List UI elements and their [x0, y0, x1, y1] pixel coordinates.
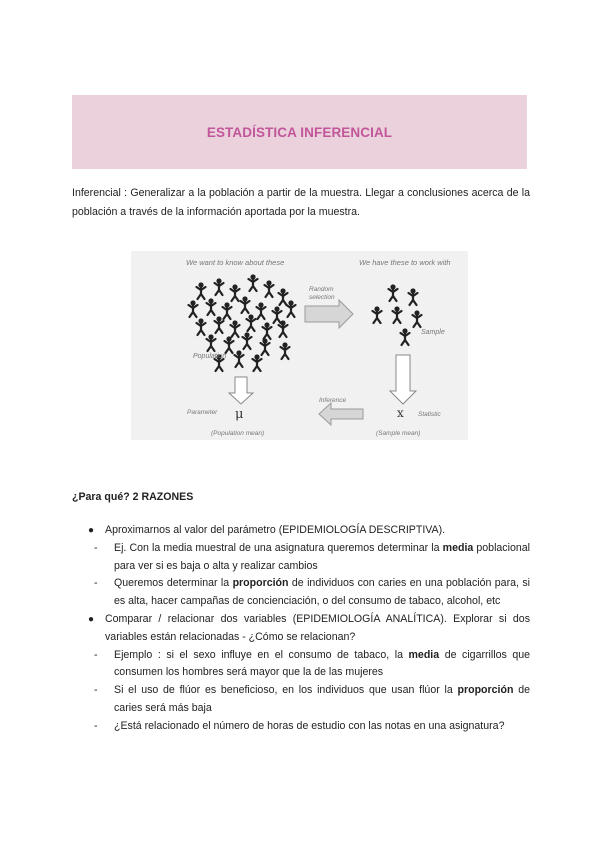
down-arrow-icon — [390, 355, 416, 404]
reasons-list — [72, 522, 530, 736]
sample-label: Sample — [421, 329, 445, 336]
reason-1-text: Aproximarnos al valor del parámetro (EPIDEMIOLOGÍA DESCRIPTIVA). — [105, 524, 446, 536]
list-item: - Ej. Con la media muestral de una asignatura queremos determinar la media poblacional para ver si es baja o alta y realizar cambios — [94, 541, 530, 572]
dash-icon: - — [94, 719, 98, 732]
bullet-icon: ● — [88, 525, 95, 536]
inference-label: Inference — [319, 397, 347, 404]
list-item: - ¿Está relacionado el número de horas de estudio con las notas en una asignatura? — [72, 718, 530, 736]
mu-symbol: μ — [235, 407, 244, 422]
list-item — [72, 522, 530, 611]
sample-mean-label: (Sample mean) — [376, 430, 421, 437]
selection-label: selection — [309, 294, 335, 301]
page-title: ESTADÍSTICA INFERENCIAL — [206, 124, 393, 140]
reason-2-text: Comparar / relacionar dos variables (EPIDEMIOLOGÍA ANALÍTICA). Explorar si dos variables están relacionadas - ¿Cómo se relacionan? — [105, 612, 530, 643]
inference-diagram — [131, 251, 468, 440]
random-label: Random — [309, 286, 334, 293]
dash-icon: - — [94, 577, 98, 590]
inference-arrow-icon — [319, 403, 363, 425]
statistic-label: Statistic — [418, 411, 441, 418]
dash-icon: - — [94, 541, 98, 554]
list-item: - Ejemplo : si el sexo influye en el consumo de tabaco, la media de cigarrillos que consumen los hombres será mayor que la de las mujeres — [94, 648, 530, 679]
title-banner — [72, 95, 527, 169]
parameter-label: Parameter — [187, 409, 218, 416]
have-to-work-label: We have these to work with — [359, 258, 451, 267]
list-item: - Si el uso de flúor es beneficioso, en los individuos que usan flúor la proporción de caries será más baja — [94, 684, 530, 714]
bullet-icon: ● — [88, 613, 95, 625]
population-mean-label: (Population mean) — [211, 430, 265, 437]
down-arrow-icon — [229, 377, 253, 404]
random-selection-arrow-icon — [305, 300, 353, 328]
want-to-know-label: We want to know about these — [186, 258, 285, 267]
list-item — [72, 611, 530, 736]
population-label: Population — [193, 353, 227, 360]
sample-group-icon — [373, 284, 422, 345]
sub-list — [72, 540, 530, 611]
section-heading: ¿Para qué? 2 RAZONES — [72, 491, 194, 503]
dash-icon: - — [94, 684, 98, 697]
dash-icon: - — [94, 648, 98, 661]
sub-list — [72, 647, 530, 736]
x-bar-symbol: x — [397, 406, 404, 420]
list-item: - Queremos determinar la proporción de individuos con caries en una población para, si es alta, hacer campañas de concienciación, o del consumo de tabaco, alcohol, etc — [94, 577, 530, 608]
intro-paragraph: Inferencial : Generalizar a la población a partir de la muestra. Llegar a conclusiones acerca de la población a través de la información aportada por la muestra. — [72, 187, 530, 218]
